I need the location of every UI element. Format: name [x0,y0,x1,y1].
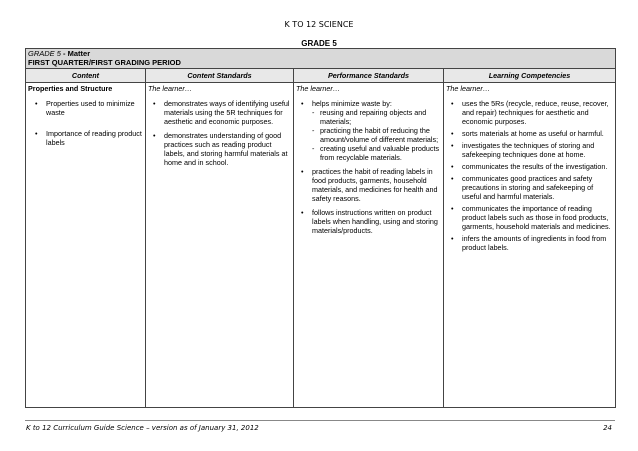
sub-list-item: - reusing and repairing objects and materials; [312,108,441,126]
column-header-performance-standards: Performance Standards [294,69,444,83]
list-item: • demonstrates ways of identifying useful materials using the 5R techniques for aesthetic and economic purposes. [148,99,291,126]
list-item: • Properties used to minimize waste [30,99,143,117]
content-standards-cell [146,83,294,408]
list-item: • practices the habit of reading labels in food products, garments, household materials, and medicines for health and safety reasons. [296,167,441,203]
learner-intro: The learner… [148,84,192,93]
grading-period: FIRST QUARTER/FIRST GRADING PERIOD [28,57,181,67]
content-cell [26,83,146,408]
grade-band-cell [26,49,616,69]
column-header-row [26,69,616,83]
list-item: • sorts materials at home as useful or harmful. [446,129,613,138]
sub-list-item: - practicing the habit of reducing the amount/volume of different materials; [312,126,441,144]
content-standards-list [148,99,291,167]
performance-standards-list [296,99,441,235]
page-footer [0,424,638,435]
footer-divider [25,420,615,421]
learner-intro: The learner… [446,84,490,93]
content-list [30,99,143,147]
content-title: Properties and Structure [28,84,113,93]
learning-competencies-list [446,99,613,252]
subject-label: - Matter [60,49,91,58]
column-header-content-standards: Content Standards [146,69,294,83]
list-item: • demonstrates understanding of good practices such as reading product labels, and storing harmful materials at home and in school. [148,131,291,167]
sub-list-item: - creating useful and valuable products from recyclable materials. [312,144,441,162]
performance-standards-cell [294,83,444,408]
grade-title: GRADE 5 [301,39,337,48]
list-item: • infers the amounts of ingredients in food from product labels. [446,234,613,252]
footer-version-text: K to 12 Curriculum Guide Science – version as of January 31, 2012 [26,424,259,432]
table-row [26,83,616,408]
list-item: • follows instructions written on product labels when handling, using and storing materials/products. [296,208,441,235]
list-item [296,99,441,162]
grade-label: GRADE 5 [28,49,61,58]
column-header-content: Content [26,69,146,83]
list-item: • uses the 5Rs (recycle, reduce, reuse, recover, and repair) techniques for aesthetic and economic purposes. [446,99,613,126]
list-item: • investigates the techniques of storing and safekeeping techniques done at home. [446,141,613,159]
list-item: • communicates good practices and safety precautions in storing and safekeeping of useful and harmful materials. [446,174,613,201]
grade-band [26,49,616,69]
column-header-learning-competencies: Learning Competencies [444,69,616,83]
page-number: 24 [603,424,612,432]
learning-competencies-cell [444,83,616,408]
list-item: • Importance of reading product labels [30,129,143,147]
learner-intro: The learner… [296,84,340,93]
list-item-label: helps minimize waste by: [312,99,392,108]
sub-list [312,108,441,162]
curriculum-table [25,48,616,408]
list-item: • communicates the importance of reading product labels such as those in food products, garments, household materials and medicines. [446,204,613,231]
list-item: • communicates the results of the investigation. [446,162,613,171]
document-header: K TO 12 SCIENCE [284,20,354,29]
